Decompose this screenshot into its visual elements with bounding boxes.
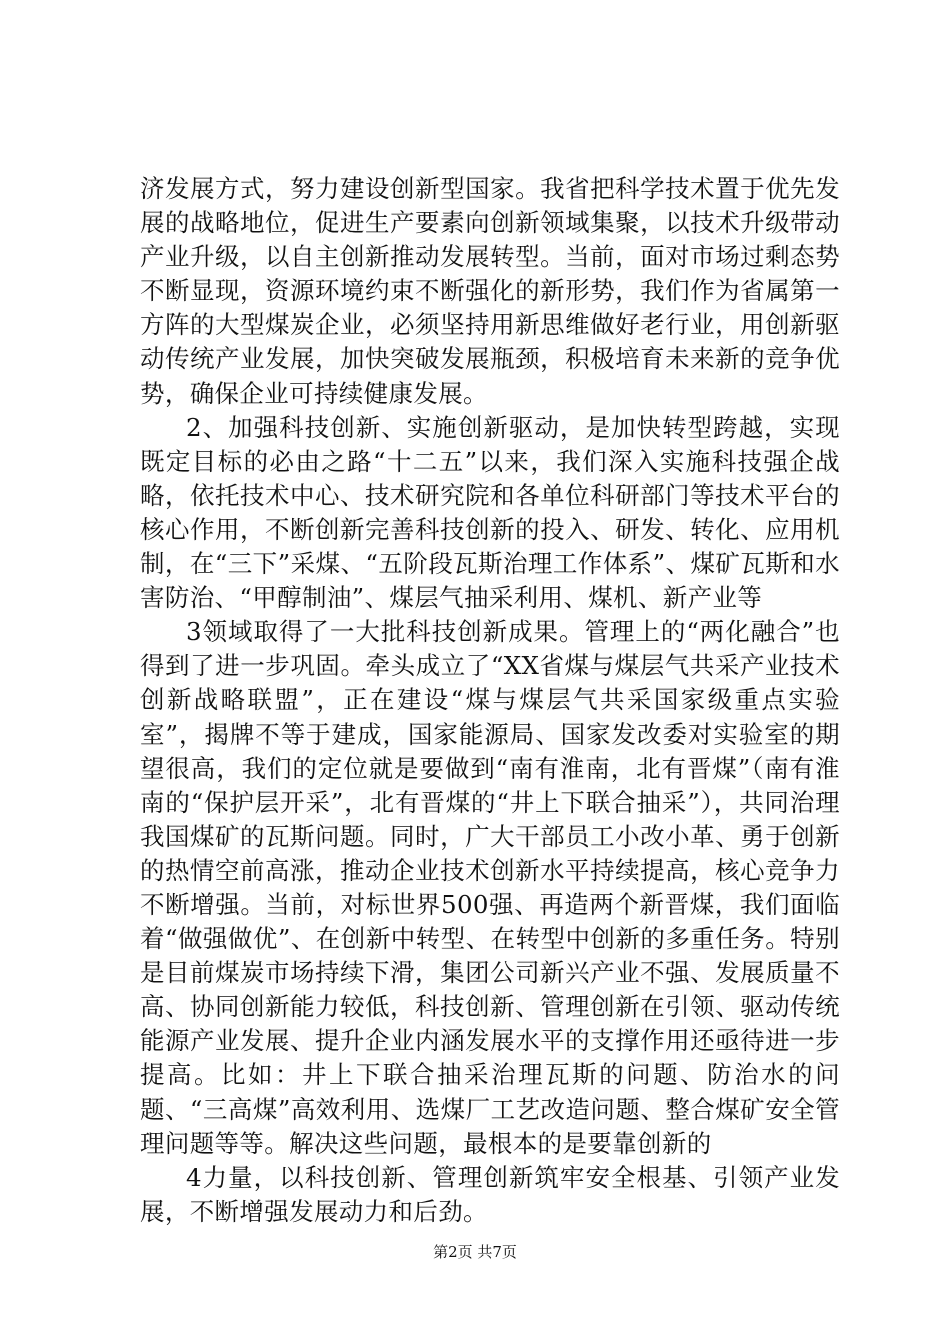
paragraph-2: 2、加强科技创新、实施创新驱动，是加快转型跨越，实现既定目标的必由之路“十二五”以来，我们深入实施科技强企战略，依托技术中心、技术研究院和各单位科研部门等技术平台的核心作用，不断创新完善科技创新的投入、研发、转化、应用机制，在“三下”采煤、“五阶段瓦斯治理工作体系”、煤矿瓦斯和水害防治、“甲醇制油”、煤层气抽采利用、煤机、新产业等	[140, 412, 840, 613]
page-footer: 第2页 共7页	[433, 1243, 517, 1261]
document-body	[140, 172, 840, 1229]
paragraph-1: 济发展方式，努力建设创新型国家。我省把科学技术置于优先发展的战略地位，促进生产要素向创新领域集聚，以技术升级带动产业升级，以自主创新推动发展转型。当前，面对市场过剩态势不断显现，资源环境约束不断强化的新形势，我们作为省属第一方阵的大型煤炭企业，必须坚持用新思维做好老行业，用创新驱动传统产业发展，加快突破发展瓶颈，积极培育未来新的竞争优势，确保企业可持续健康发展。	[140, 174, 840, 408]
paragraph-4: 4力量，以科技创新、管理创新筑牢安全根基、引领产业发展，不断增强发展动力和后劲。	[140, 1162, 840, 1226]
paragraph-3: 3领域取得了一大批科技创新成果。管理上的“两化融合”也得到了进一步巩固。牵头成立了“XX省煤与煤层气共采产业技术创新战略联盟”，正在建设“煤与煤层气共采国家级重点实验室”，揭牌不等于建成，国家能源局、国家发改委对实验室的期望很高，我们的定位就是要做到“南有淮南，北有晋煤”（南有淮南的“保护层开采”，北有晋煤的“井上下联合抽采”），共同治理我国煤矿的瓦斯问题。同时，广大干部员工小改小革、勇于创新的热情空前高涨，推动企业技术创新水平持续提高，核心竞争力不断增强。当前，对标世界500强、再造两个新晋煤，我们面临着“做强做优”、在创新中转型、在转型中创新的多重任务。特别是目前煤炭市场持续下滑，集团公司新兴产业不强、发展质量不高、协同创新能力较低，科技创新、管理创新在引领、驱动传统能源产业发展、提升企业内涵发展水平的支撑作用还亟待进一步提高。比如：井上下联合抽采治理瓦斯的问题、防治水的问题、“三高煤”高效利用、选煤厂工艺改造问题、整合煤矿安全管理问题等等。解决这些问题，最根本的是要靠创新的	[140, 617, 840, 1158]
